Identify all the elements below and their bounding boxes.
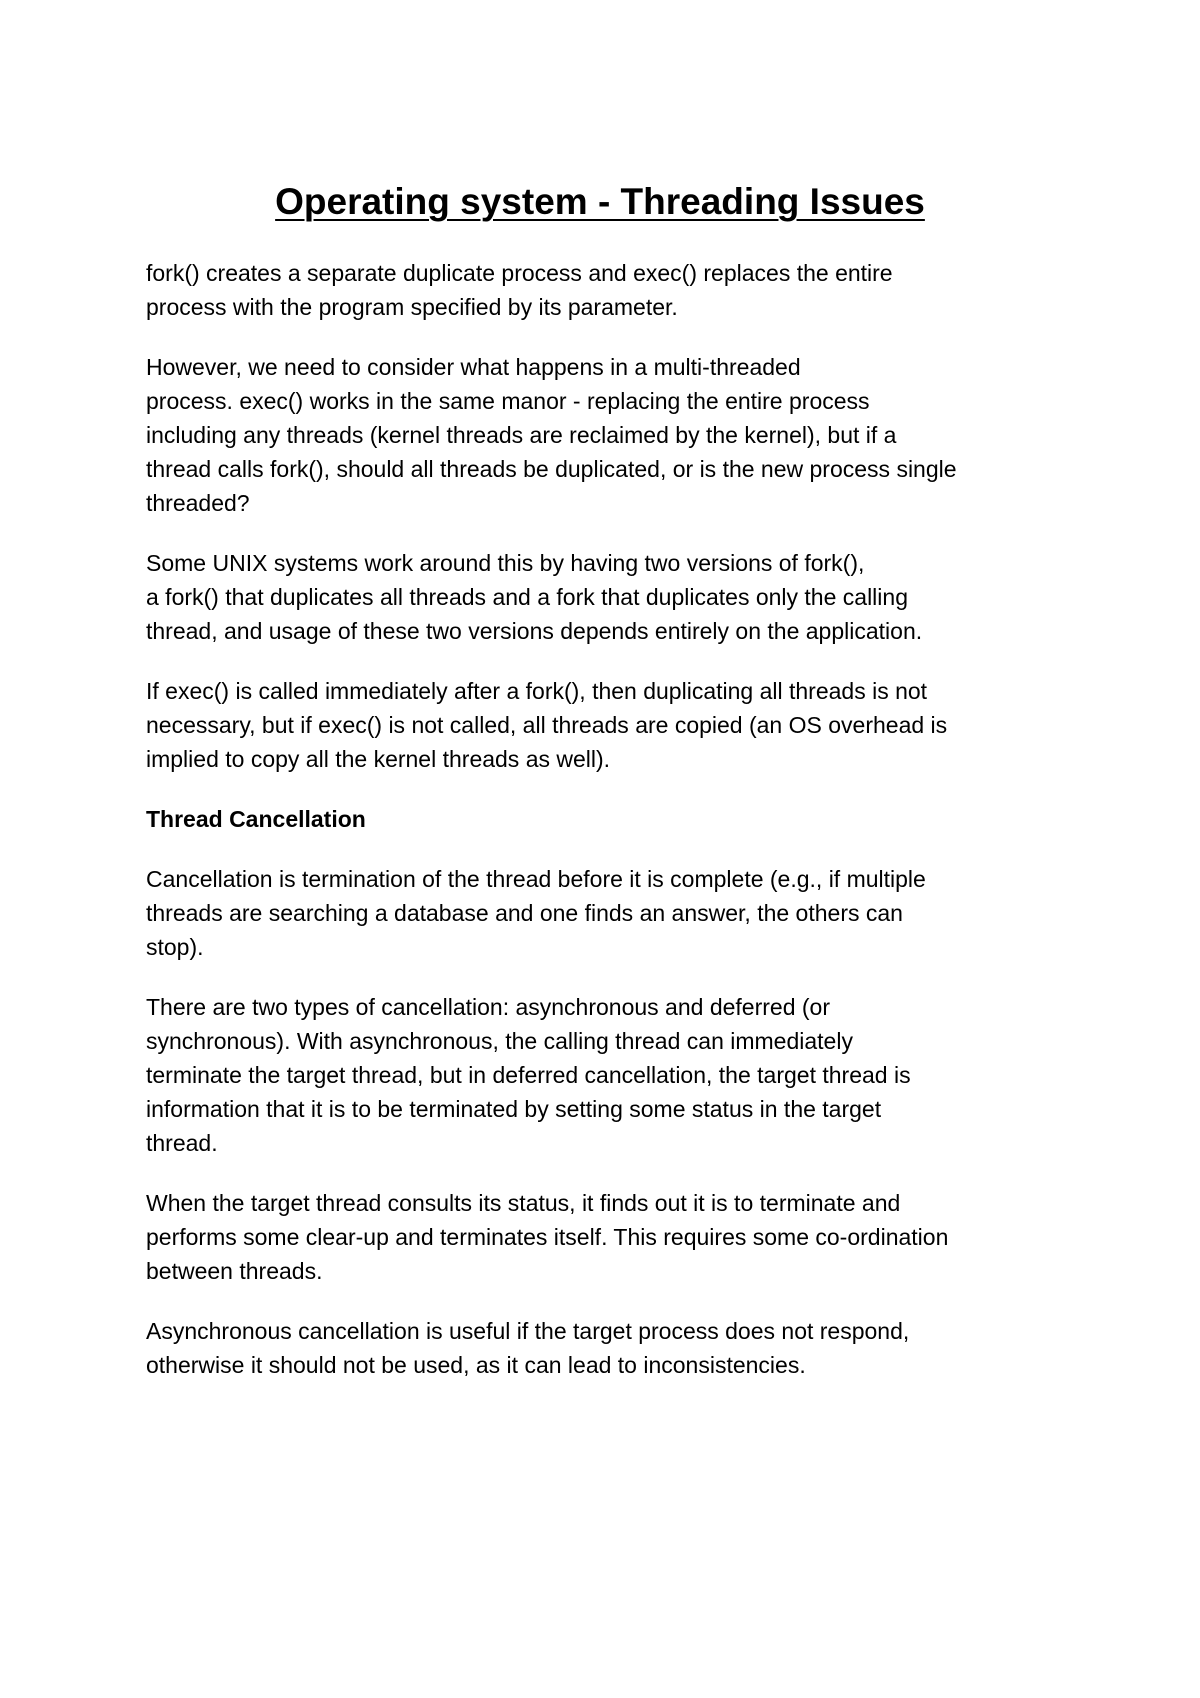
- text-line: thread.: [146, 1130, 218, 1156]
- text-line: However, we need to consider what happens in a multi-threaded: [146, 354, 801, 380]
- text-line: threaded?: [146, 490, 250, 516]
- paragraph-asynchronous-usage: [146, 1314, 1076, 1382]
- paragraph-cancellation-types: [146, 990, 1076, 1160]
- document-title: Operating system - Threading Issues: [275, 181, 925, 222]
- text-line: between threads.: [146, 1258, 323, 1284]
- text-line: Asynchronous cancellation is useful if the target process does not respond,: [146, 1318, 910, 1344]
- text-line: terminate the target thread, but in deferred cancellation, the target thread is: [146, 1062, 911, 1088]
- text-line: information that it is to be terminated by setting some status in the target: [146, 1096, 882, 1122]
- text-line: a fork() that duplicates all threads and a fork that duplicates only the calling: [146, 584, 908, 610]
- text-line: implied to copy all the kernel threads as well).: [146, 746, 611, 772]
- text-line: thread, and usage of these two versions depends entirely on the application.: [146, 618, 923, 644]
- paragraph-target-consults-status: [146, 1186, 1076, 1288]
- paragraph-fork-exec: [146, 256, 1076, 324]
- paragraph-cancellation-definition: [146, 862, 1076, 964]
- text-line: threads are searching a database and one finds an answer, the others can: [146, 900, 903, 926]
- text-line: process with the program specified by its parameter.: [146, 294, 678, 320]
- text-line: fork() creates a separate duplicate process and exec() replaces the entire: [146, 260, 893, 286]
- paragraph-multithreaded: [146, 350, 1076, 520]
- text-line: including any threads (kernel threads are reclaimed by the kernel), but if a: [146, 422, 897, 448]
- text-line: performs some clear-up and terminates itself. This requires some co-ordination: [146, 1224, 949, 1250]
- text-line: When the target thread consults its status, it finds out it is to terminate and: [146, 1190, 901, 1216]
- text-line: synchronous). With asynchronous, the calling thread can immediately: [146, 1028, 853, 1054]
- text-line: stop).: [146, 934, 204, 960]
- text-line: process. exec() works in the same manor - replacing the entire process: [146, 388, 870, 414]
- text-line: necessary, but if exec() is not called, all threads are copied (an OS overhead is: [146, 712, 948, 738]
- document-body: [146, 256, 1076, 1408]
- paragraph-exec-after-fork: [146, 674, 1076, 776]
- text-line: If exec() is called immediately after a fork(), then duplicating all threads is not: [146, 678, 928, 704]
- paragraph-unix-fork-versions: [146, 546, 1076, 648]
- text-line: There are two types of cancellation: asynchronous and deferred (or: [146, 994, 830, 1020]
- text-line: otherwise it should not be used, as it can lead to inconsistencies.: [146, 1352, 806, 1378]
- text-line: Some UNIX systems work around this by having two versions of fork(),: [146, 550, 865, 576]
- text-line: thread calls fork(), should all threads be duplicated, or is the new process single: [146, 456, 957, 482]
- text-line: Cancellation is termination of the thread before it is complete (e.g., if multiple: [146, 866, 926, 892]
- section-heading-thread-cancellation: Thread Cancellation: [146, 806, 366, 832]
